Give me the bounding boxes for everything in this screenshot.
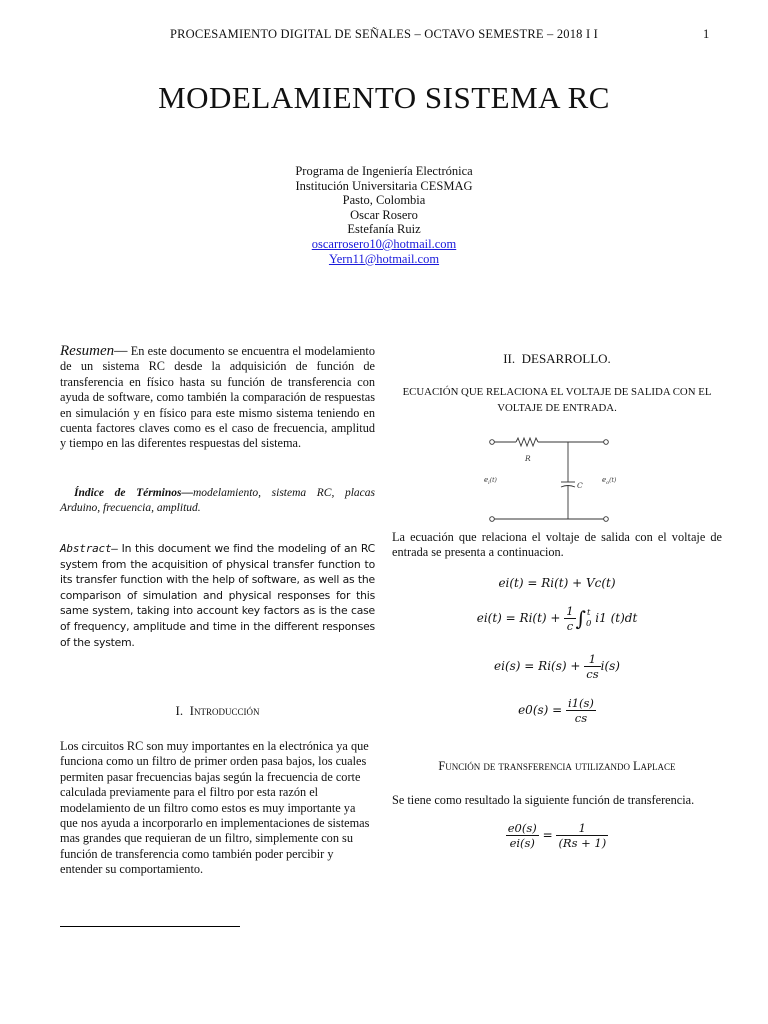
subsection-line: VOLTAJE DE ENTRADA. — [497, 402, 617, 414]
subsection-line: ECUACIÓN QUE RELACIONA EL VOLTAJE DE SALIDA CON EL — [402, 386, 712, 398]
subsection-heading-laplace: Función de transferencia utilizando Laplace — [438, 759, 676, 773]
equation-3 — [392, 652, 722, 681]
section-heading-desarrollo — [392, 351, 722, 367]
eq5-equals: = — [538, 828, 557, 842]
author-block — [0, 164, 768, 266]
equation-1: ei(t) = Ri(t) + Vc(t) — [498, 576, 616, 590]
affiliation-line: Institución Universitaria CESMAG — [295, 178, 473, 193]
eq4-fraction: $\frac{i1(s)}{cs}$ — [568, 696, 594, 725]
running-header: PROCESAMIENTO DIGITAL DE SEÑALES – OCTAVO SEMESTRE – 2018 I I — [169, 27, 599, 41]
eq5-left-fraction: $\frac{e0(s)}{ei(s)}$ — [507, 821, 537, 850]
eq3-fraction: $\frac{1}{cs}$ — [586, 652, 599, 681]
equation-2 — [392, 604, 722, 633]
page-number: 1 — [703, 27, 710, 41]
index-terms-lead: Índice de Términos— — [74, 487, 193, 499]
intro-paragraph: Los circuitos RC son muy importantes en la electrónica ya que funciona como un filtro de primer orden pasa bajos, los cuales permiten pasar frecuencias bajas según la frecuencia de corte calculada previamente para el filtro por esta razón el modelamiento de un filtro como estos es muy importante ya que nos ayuda a incorporarlo en implementaciones de sistemas mas grandes que requieran de un filtro, simplemente con su función de transferencia como también poder percibir y entender su comportamiento. — [60, 739, 370, 877]
eq2-right: i1 (t)dt — [591, 611, 638, 625]
abstract-text: In this document we find the modeling of an RC system from the acquisition of physical transfer function to its transfer function with the help of software, as well as the comparison of simulation and physical responses for this same system, taking into account key factors as is the case of frequency, amplitude and time in the different responses of the system. — [60, 542, 375, 649]
section-number: II. — [503, 351, 516, 366]
input-voltage-label: $e_i(t)$ — [484, 476, 497, 486]
resumen-lead: Resumen— — [60, 343, 128, 359]
output-voltage-label: $e_o(t)$ — [602, 476, 617, 486]
subsection-heading-equation — [392, 384, 722, 416]
email-link[interactable]: oscarrosero10@hotmail.com — [311, 236, 457, 251]
email-link[interactable]: Yern11@hotmail.com — [328, 251, 440, 266]
resistor-label: R — [525, 454, 531, 463]
resumen-text: En este documento se encuentra el modelamiento de un sistema RC desde la adquisición de función de transferencia en físico hasta su función de transferencia con ayuda de software, como también la comparación de respuestas en simulación y en físico para este mismo sistema teniendo en cuenta factores claves como es el caso de frecuencia, amplitud y tiempo en las diferentes respuestas del sistema. — [60, 344, 375, 451]
resistor-symbol — [516, 438, 538, 446]
paper-title: MODELAMIENTO SISTEMA RC — [158, 80, 610, 115]
resumen-paragraph — [60, 344, 375, 452]
author-name: Oscar Rosero — [350, 207, 418, 222]
index-terms-text: modelamiento, sistema RC, placas Arduino, frecuencia, amplitud. — [60, 487, 375, 514]
eq3-left: ei(s) = Ri(s) + — [494, 659, 585, 673]
equation-transfer-function — [392, 821, 722, 850]
section-title: DESARROLLO. — [521, 351, 611, 366]
capacitor-label: C — [577, 481, 583, 490]
integral-sign: ∫ — [575, 606, 587, 631]
author-name: Estefanía Ruiz — [347, 222, 421, 237]
eq5-right-fraction: $\frac{1}{(Rs + 1)}$ — [558, 821, 607, 850]
equation-4 — [392, 696, 722, 725]
abstract-lead: Abstract– — [60, 542, 118, 555]
integral-limits: t 0 — [586, 607, 592, 629]
footnote-rule — [60, 926, 240, 927]
input-terminal-bottom — [490, 517, 495, 522]
input-terminal-top — [490, 440, 495, 445]
eq2-fraction: $\frac{1}{c}$ — [566, 604, 574, 633]
affiliation-line: Programa de Ingeniería Electrónica — [295, 164, 473, 178]
affiliation-line: Pasto, Colombia — [342, 193, 426, 208]
eq3-right: i(s) — [600, 659, 620, 673]
eq4-left: e0(s) = — [518, 703, 567, 717]
equation-intro-paragraph: La ecuación que relaciona el voltaje de salida con el voltaje de entrada se presenta a continuacion. — [392, 530, 722, 559]
section-title: Introducción — [189, 703, 260, 718]
output-terminal-bottom — [604, 517, 609, 522]
abstract-paragraph — [60, 541, 375, 650]
eq2-left: ei(t) = Ri(t) + — [476, 611, 565, 625]
section-number: I. — [175, 703, 184, 718]
transfer-function-paragraph: Se tiene como resultado la siguiente función de transferencia. — [392, 793, 695, 807]
section-heading-intro — [60, 703, 375, 719]
index-terms — [60, 486, 375, 515]
rc-circuit-diagram — [478, 430, 618, 530]
output-terminal-top — [604, 440, 609, 445]
